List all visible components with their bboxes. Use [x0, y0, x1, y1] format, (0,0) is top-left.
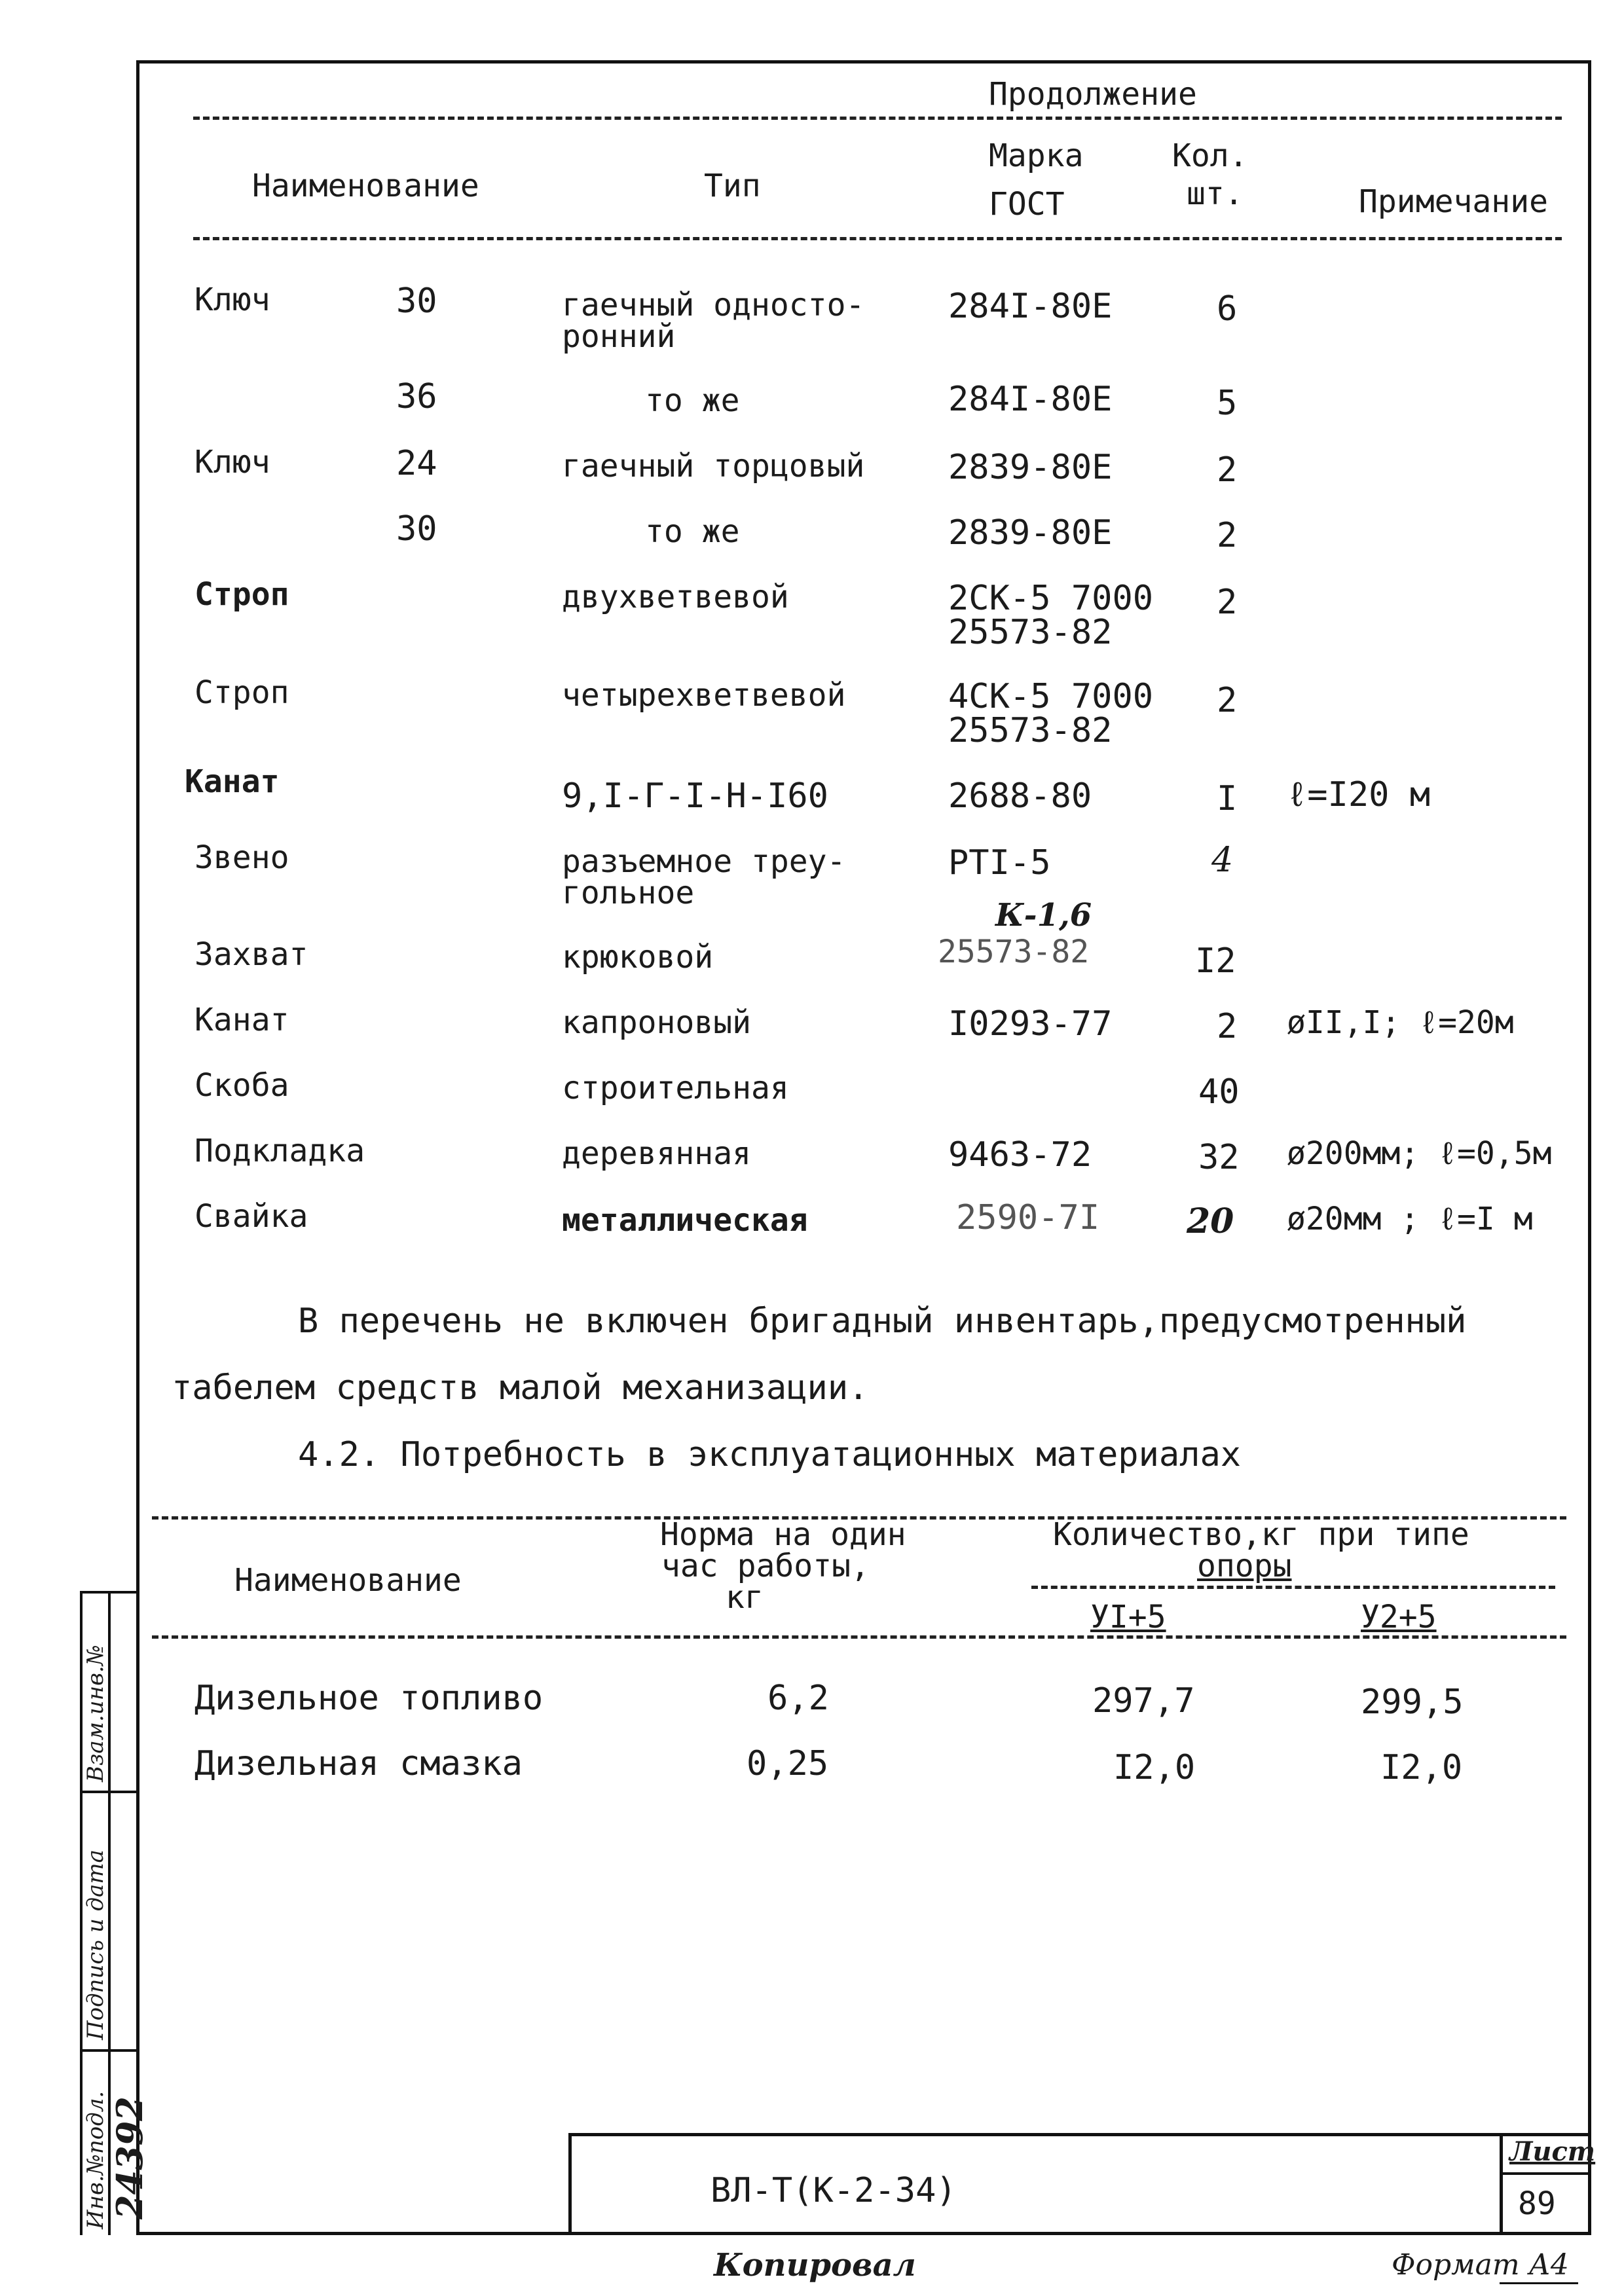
row-qty: 32 — [1198, 1138, 1240, 1177]
row-norm: 0,25 — [747, 1744, 829, 1783]
row-name: Захват — [194, 936, 308, 973]
row-qty: 2 — [1217, 450, 1238, 490]
row-note: ℓ=I20 м — [1287, 775, 1431, 814]
side-stamp-inv-number: 24392 — [109, 2096, 151, 2219]
row-type: то же — [645, 382, 740, 419]
row-gost: РТI-5 — [948, 843, 1051, 883]
title-block-left — [568, 2133, 572, 2235]
section-title: 4.2. Потребность в эксплуатационных материалах — [298, 1435, 1242, 1474]
table1-col-brand-1: Марка — [989, 137, 1084, 174]
footer-copied: Копировал — [714, 2247, 916, 2284]
row-name: Строп — [194, 674, 289, 711]
row-qty: 2 — [1217, 1007, 1238, 1046]
row-type: крюковой — [562, 939, 714, 975]
side-stamp-sign: Подпись и дата — [83, 1850, 109, 2040]
table2-col-sub-1: УI+5 — [1090, 1599, 1166, 1635]
frame-left — [136, 60, 139, 2235]
row-gost: I0293-77 — [948, 1004, 1113, 1044]
row-note: øII,I; ℓ=20м — [1287, 1004, 1514, 1041]
sheet-number: 89 — [1518, 2185, 1556, 2222]
row-size: 24 — [396, 444, 437, 483]
row-type: четырехветвевой — [562, 677, 846, 714]
frame-top — [136, 60, 1591, 64]
row-value-1: I2,0 — [1113, 1748, 1196, 1787]
row-qty: 2 — [1217, 583, 1238, 622]
row-size: 30 — [396, 282, 437, 321]
row-type: то же — [645, 513, 740, 550]
row-gost: 4СК-5 7000 — [948, 677, 1154, 716]
frame-right — [1588, 60, 1591, 2235]
table1-col-type: Тип — [704, 168, 761, 204]
table2-col-norm-1: Норма на один — [660, 1516, 906, 1553]
row-gost-cont: 25573-82 — [948, 613, 1113, 652]
table2-col-norm-2: час работы, — [661, 1548, 870, 1584]
side-stamp-vzam: Взам.инв.№ — [83, 1645, 109, 1782]
row-note: ø200мм; ℓ=0,5м — [1287, 1135, 1552, 1172]
row-gost: 284I-80Е — [948, 380, 1113, 419]
row-qty: 20 — [1187, 1201, 1234, 1241]
row-type: двухветвевой — [562, 579, 789, 615]
row-note: ø20мм ; ℓ=I м — [1287, 1201, 1533, 1237]
side-stamp-div-1 — [80, 1791, 139, 1793]
row-gost: 2839-80Е — [948, 513, 1113, 553]
table1-col-brand-2: ГОСТ — [989, 186, 1065, 223]
title-block-sheet-row — [1500, 2172, 1591, 2175]
row-type-cont: ронний — [562, 318, 676, 355]
row-qty: 40 — [1198, 1072, 1240, 1112]
row-name: Скоба — [194, 1067, 289, 1104]
table2-col-qty-1: Количество,кг при типе — [1053, 1516, 1469, 1553]
table2-col-name: Наименование — [234, 1562, 462, 1599]
row-size: 36 — [396, 377, 437, 416]
paragraph-line-2: табелем средств малой механизации. — [172, 1368, 869, 1408]
table1-top-rule — [193, 117, 1562, 120]
row-gost: 2688-80 — [948, 776, 1092, 816]
row-type: 9,I-Г-I-Н-I60 — [562, 776, 828, 816]
row-gost: 9463-72 — [948, 1135, 1092, 1175]
row-qty: 5 — [1217, 384, 1238, 423]
row-gost: К-1,6 — [995, 897, 1092, 934]
row-qty: 2 — [1217, 681, 1238, 720]
row-value-2: I2,0 — [1380, 1748, 1463, 1787]
sheet-label: Лист — [1509, 2136, 1596, 2167]
side-stamp-div-2 — [80, 2049, 139, 2052]
row-name: Ключ — [194, 444, 270, 481]
table2-col-sub-2: У2+5 — [1361, 1599, 1437, 1635]
footer-format: Формат А4 — [1392, 2248, 1569, 2282]
row-name: Свайка — [194, 1198, 308, 1235]
row-gost: 284I-80Е — [948, 287, 1113, 326]
row-name: Строп — [194, 576, 289, 613]
paragraph-line-1: В перечень не включен бригадный инвентарь,предусмотренный — [298, 1302, 1467, 1341]
row-type: металлическая — [562, 1202, 808, 1239]
row-type: деревянная — [562, 1135, 751, 1172]
table2-col-qty-2: опоры — [1197, 1548, 1292, 1584]
frame-bottom — [136, 2232, 1591, 2235]
row-norm: 6,2 — [767, 1679, 829, 1718]
document-code: ВЛ-Т(К-2-34) — [710, 2171, 957, 2210]
title-block-sheet-divider — [1500, 2133, 1503, 2235]
row-value-1: 297,7 — [1092, 1681, 1195, 1721]
row-name: Дизельное топливо — [194, 1679, 544, 1718]
row-value-2: 299,5 — [1361, 1683, 1464, 1722]
row-gost: 2СК-5 7000 — [948, 579, 1154, 618]
table2-sub-rule — [1031, 1586, 1555, 1589]
row-type: разъемное треу- — [562, 843, 846, 880]
table2-header-rule — [152, 1635, 1566, 1639]
row-type: гаечный торцовый — [562, 448, 865, 484]
row-gost: 2839-80Е — [948, 448, 1113, 487]
side-stamp-top — [80, 1591, 139, 1594]
footer-format-underline — [1500, 2282, 1578, 2284]
row-type: капроновый — [562, 1004, 751, 1041]
row-gost-cont: 25573-82 — [948, 711, 1113, 750]
row-name: Звено — [194, 839, 289, 876]
title-block-top — [568, 2133, 1591, 2136]
row-type: строительная — [562, 1070, 789, 1106]
row-name: Канат — [185, 763, 280, 800]
row-type: гаечный односто- — [562, 287, 865, 323]
table1-col-qty-1: Кол. — [1172, 137, 1248, 174]
table2-col-norm-3: кг — [726, 1579, 764, 1616]
row-name: Дизельная смазка — [194, 1744, 523, 1783]
row-qty: I — [1217, 779, 1238, 818]
row-name: Канат — [194, 1002, 289, 1038]
row-qty: 6 — [1217, 289, 1238, 329]
table1-col-note: Примечание — [1359, 183, 1548, 220]
table1-col-qty-2: шт. — [1187, 175, 1244, 212]
row-qty: I2 — [1195, 941, 1236, 981]
row-name: Подкладка — [194, 1133, 365, 1169]
continuation-label: Продолжение — [989, 76, 1197, 113]
row-size: 30 — [396, 509, 437, 549]
table1-col-name: Наименование — [252, 168, 479, 204]
row-gost: 2590-7I — [956, 1198, 1100, 1237]
table1-header-rule — [193, 237, 1562, 240]
side-stamp-inv-label: Инв.№подл. — [83, 2090, 109, 2229]
row-qty: 2 — [1217, 516, 1238, 555]
row-gost-cont: 25573-82 — [938, 934, 1090, 970]
row-type-cont: гольное — [562, 875, 695, 911]
row-qty: 4 — [1211, 841, 1234, 880]
row-name: Ключ — [194, 282, 270, 318]
